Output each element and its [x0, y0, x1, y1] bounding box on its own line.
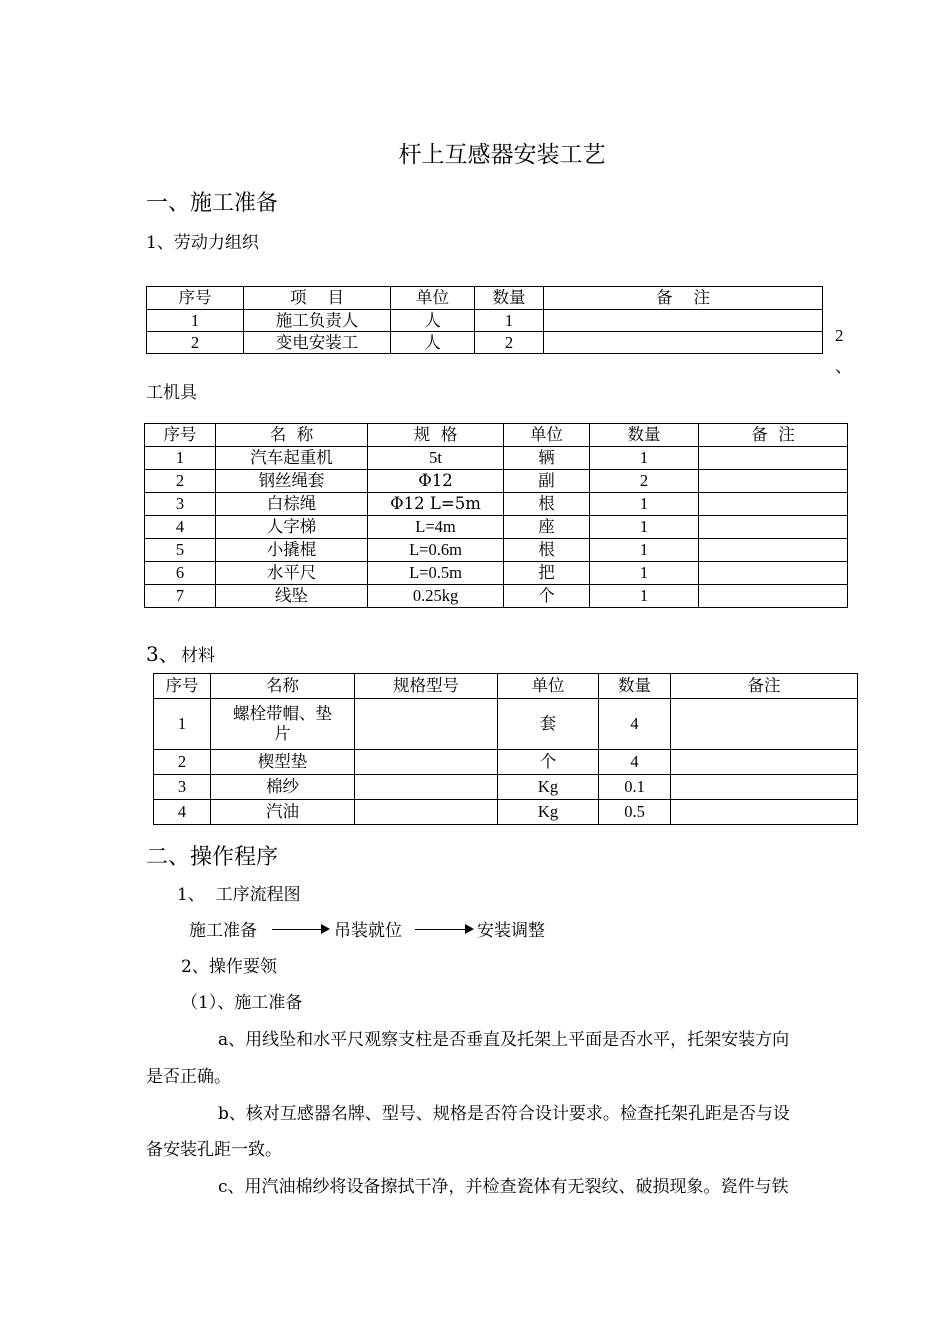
- header-cell: 序号: [147, 287, 244, 310]
- table-row: [145, 585, 848, 608]
- cell: [355, 775, 498, 800]
- cell: [699, 516, 848, 539]
- cell: 变电安装工: [244, 332, 391, 354]
- flow-arrow: [272, 929, 328, 930]
- cell: 4: [599, 750, 671, 775]
- page-title: 杆上互感器安装工艺: [398, 142, 606, 168]
- header-cell: 规 格: [368, 424, 504, 447]
- cell: 白棕绳: [216, 493, 368, 516]
- cell: L=0.5m: [368, 562, 504, 585]
- header-cell: 名 称: [216, 424, 368, 447]
- cell: 楔型垫: [211, 750, 355, 775]
- cell: 3: [154, 775, 211, 800]
- table-row: [154, 800, 858, 825]
- paragraph-a-line-1: a、用线坠和水平尺观察支柱是否垂直及托架上平面是否水平，托架安装方向: [218, 1030, 790, 1050]
- cell: 根: [504, 539, 590, 562]
- paragraph-c-line-1: c、用汽油棉纱将设备擦拭干净，并检查瓷体有无裂纹、破损现象。瓷件与铁: [218, 1177, 789, 1197]
- cell: 汽车起重机: [216, 447, 368, 470]
- cell: 1: [590, 447, 699, 470]
- cell: 7: [145, 585, 216, 608]
- section2-heading: 二、操作程序: [146, 845, 279, 870]
- cell: [211, 699, 355, 750]
- header-cell: 序号: [154, 674, 211, 699]
- header-cell: 单位: [504, 424, 590, 447]
- cell: 5t: [368, 447, 504, 470]
- section1-heading: 一、施工准备: [146, 191, 279, 216]
- cell-line: 片: [274, 724, 291, 743]
- cell: [699, 562, 848, 585]
- operation-points-subheading: 2、操作要领: [181, 957, 277, 977]
- cell: 1: [590, 516, 699, 539]
- table-row: [145, 447, 848, 470]
- cell: 人: [391, 310, 475, 332]
- cell: 把: [504, 562, 590, 585]
- header-cell: 备 注: [544, 287, 823, 310]
- cell: 钢丝绳套: [216, 470, 368, 493]
- header-cell: 序号: [145, 424, 216, 447]
- cell: 水平尺: [216, 562, 368, 585]
- flow-arrow: [415, 929, 472, 930]
- cell: 1: [147, 310, 244, 332]
- tools-subheading-number: 2: [835, 326, 844, 345]
- table-row: [145, 470, 848, 493]
- paragraph-a-line-2: 是否正确。: [146, 1067, 231, 1087]
- header-cell: 规格型号: [355, 674, 498, 699]
- header-cell: 单位: [498, 674, 599, 699]
- table-row: [154, 750, 858, 775]
- cell: 1: [590, 539, 699, 562]
- cell: 棉纱: [211, 775, 355, 800]
- header-cell: 数量: [475, 287, 544, 310]
- tools-table: [144, 423, 848, 608]
- cell: 个: [504, 585, 590, 608]
- flow-step-1: 施工准备: [189, 921, 257, 941]
- cell: [699, 585, 848, 608]
- header-cell: 数量: [599, 674, 671, 699]
- cell: 0.25kg: [368, 585, 504, 608]
- cell: 施工负责人: [244, 310, 391, 332]
- flow-step-3: 安装调整: [477, 921, 545, 941]
- cell: [699, 493, 848, 516]
- cell: 2: [475, 332, 544, 354]
- cell: [699, 447, 848, 470]
- cell: 汽油: [211, 800, 355, 825]
- cell: L=4m: [368, 516, 504, 539]
- table-row: [145, 516, 848, 539]
- flow-step-2: 吊装就位: [334, 921, 402, 941]
- cell: 1: [590, 493, 699, 516]
- cell: [699, 539, 848, 562]
- cell: Φ12: [368, 470, 504, 493]
- materials-subheading-number: 3、: [146, 642, 179, 666]
- cell: 4: [145, 516, 216, 539]
- cell: 线坠: [216, 585, 368, 608]
- cell: 4: [599, 699, 671, 750]
- table-header-row: [154, 674, 858, 699]
- cell: [699, 470, 848, 493]
- tools-subheading-separator: 、: [835, 357, 852, 377]
- cell: 5: [145, 539, 216, 562]
- labor-table: [146, 286, 823, 354]
- cell: [355, 699, 498, 750]
- table-row: [145, 493, 848, 516]
- materials-subheading: 材料: [181, 646, 215, 666]
- paragraph-b-line-1: b、核对互感器名牌、型号、规格是否符合设计要求。检查托架孔距是否与设: [218, 1104, 790, 1124]
- cell: 套: [498, 699, 599, 750]
- table-row: [147, 332, 823, 354]
- header-cell: 单位: [391, 287, 475, 310]
- table-row: [154, 775, 858, 800]
- table-header-row: [147, 287, 823, 310]
- table-row: [154, 699, 858, 750]
- cell: 2: [147, 332, 244, 354]
- cell: 6: [145, 562, 216, 585]
- cell: [671, 800, 858, 825]
- cell: 1: [590, 562, 699, 585]
- cell: 0.1: [599, 775, 671, 800]
- cell: 3: [145, 493, 216, 516]
- cell: [671, 775, 858, 800]
- cell: 小撬棍: [216, 539, 368, 562]
- construction-prep-subheading: （1）、施工准备: [181, 993, 303, 1013]
- cell: 1: [154, 699, 211, 750]
- cell: Kg: [498, 800, 599, 825]
- table-header-row: [145, 424, 848, 447]
- table-row: [145, 539, 848, 562]
- cell: 2: [590, 470, 699, 493]
- cell-line: 螺栓带帽、垫: [233, 704, 332, 723]
- cell: 2: [145, 470, 216, 493]
- materials-table: [153, 673, 858, 825]
- table-row: [147, 310, 823, 332]
- header-cell: 项 目: [244, 287, 391, 310]
- cell: 4: [154, 800, 211, 825]
- cell: 1: [475, 310, 544, 332]
- cell: 2: [154, 750, 211, 775]
- tools-subheading: 工机具: [146, 383, 197, 403]
- cell: [671, 750, 858, 775]
- cell: [355, 800, 498, 825]
- header-cell: 名称: [211, 674, 355, 699]
- cell: 人: [391, 332, 475, 354]
- cell: [544, 310, 823, 332]
- cell: 1: [145, 447, 216, 470]
- cell: 0.5: [599, 800, 671, 825]
- flowchart-subheading: 1、 工序流程图: [177, 885, 301, 905]
- cell: 1: [590, 585, 699, 608]
- cell: 人字梯: [216, 516, 368, 539]
- cell: 辆: [504, 447, 590, 470]
- cell: Φ12 L=5m: [368, 493, 504, 516]
- cell: [671, 699, 858, 750]
- cell: 副: [504, 470, 590, 493]
- labor-subheading: 1、劳动力组织: [146, 233, 259, 253]
- table-row: [145, 562, 848, 585]
- header-cell: 备 注: [699, 424, 848, 447]
- cell: 个: [498, 750, 599, 775]
- cell: 座: [504, 516, 590, 539]
- cell: [355, 750, 498, 775]
- header-cell: 数量: [590, 424, 699, 447]
- paragraph-b-line-2: 备安装孔距一致。: [146, 1140, 282, 1160]
- cell: [544, 332, 823, 354]
- cell: 根: [504, 493, 590, 516]
- cell: Kg: [498, 775, 599, 800]
- cell: L=0.6m: [368, 539, 504, 562]
- header-cell: 备注: [671, 674, 858, 699]
